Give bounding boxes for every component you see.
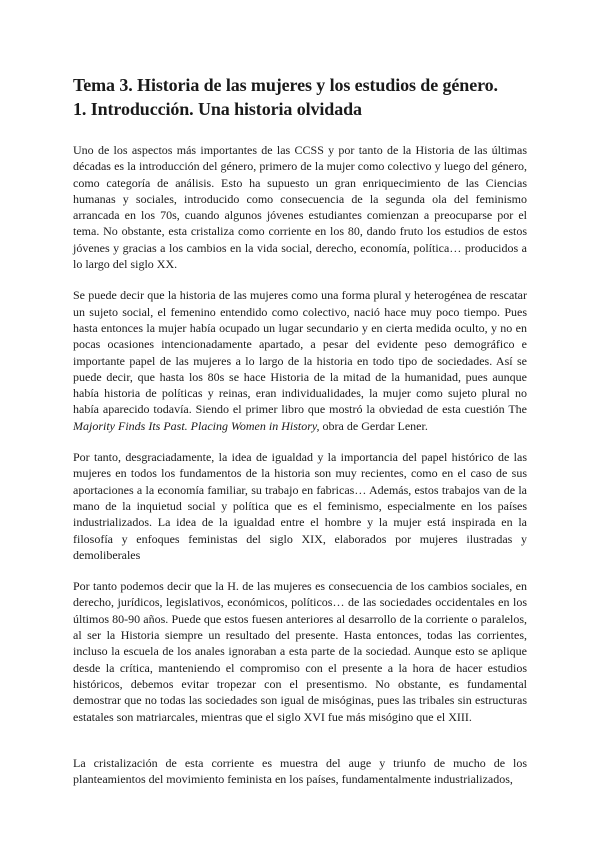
paragraph-1: Uno de los aspectos más importantes de las CCSS y por tanto de la Historia de las últimas décadas es la introducción del género, primero de la mujer como colectivo y luego del género, como categoría de análisis. Esto ha supuesto un gran enriquecimiento de las Ciencias humanas y sociales, introducido como consecuencia de la segunda ola del feminismo arrancada en los 70s, cuando algunos jóvenes estudiantes comienzan a preocuparse por el tema. No obstante, esta cristaliza como corriente en los 80, dando fruto los estudios de estos jóvenes y gracias a los cambios en la vida social, derecho, economía, política… producidos a lo largo del siglo XX. [73,143,527,272]
paragraph-2-tail: obra de Gerdar Lener. [319,418,428,433]
paragraph-2-main: Se puede decir que la historia de las mujeres como una forma plural y heterogénea de rescatar un sujeto social, el femenino entendido como colectivo, nació hace muy poco tiempo. Pues hasta entonces la mujer había ocupado un lugar secundario y en cierta medida oculto, y no en pocas ocasiones intencionadamente apartado, a pesar del evidente peso demográfico e importante papel de las mujeres a lo largo de la historia en todo tipo de sociedades. Así se puede decir, que hasta los 80s se hace Historia de la mitad de la humanidad, pues aunque había historia de políticas y reinas, eran individualidades, la mujer como sujeto plural no había aparecido todavía. Siendo el primer libro que mostró la obviedad de esta cuestión The [73,288,527,417]
document-title: Tema 3. Historia de las mujeres y los estudios de género. [73,75,498,95]
paragraph-5: La cristalización de esta corriente es muestra del auge y triunfo de mucho de los planteamientos del movimiento feminista en los países, fundamentalmente industrializados, [73,755,527,787]
paragraph-3: Por tanto, desgraciadamente, la idea de igualdad y la importancia del papel histórico de las mujeres en todos los fundamentos de la historia son muy recientes, como en el caso de sus aportaciones a la economía familiar, su trabajo en fabricas… Además, estos trabajos van de la mano de la inquietud social y política que es el feminismo, especialmente en los países industrializados. La idea de la igualdad entre el hombre y la mujer está inspirada en la filosofía y enfoques feministas del siglo XIX, elaborados por mujeres ilustradas y demoliberales [73,450,527,562]
section-heading: 1. Introducción. Una historia olvidada [73,99,362,119]
document-body [73,142,527,787]
book-title: Majority Finds Its Past. Placing Women in History, [73,418,320,433]
paragraph-4: Por tanto podemos decir que la H. de las mujeres es consecuencia de los cambios sociales, en derecho, jurídicos, legislativos, económicos, políticos… de las sociedades occidentales en los últimos 80-90 años. Puede que estos fuesen anteriores al desarrollo de la corriente o paralelos, al ser la Historia siempre un resultado del presente. Hasta entonces, todas las corrientes, incluso la escuela de los anales ignoraban a esta parte de la sociedad. Aunque esto se aplique desde la crítica, manteniendo el compromiso con el presente a la hora de hacer estudios históricos, debemos evitar tropezar con el presentismo. No obstante, es fundamental demostrar que no todas las sociedades son igual de misóginas, pues las tribales sin estructuras estatales son matriarcales, mientras que el siglo XVI fue más misógino que el XIII. [73,579,527,724]
paragraph-2 [73,287,527,434]
